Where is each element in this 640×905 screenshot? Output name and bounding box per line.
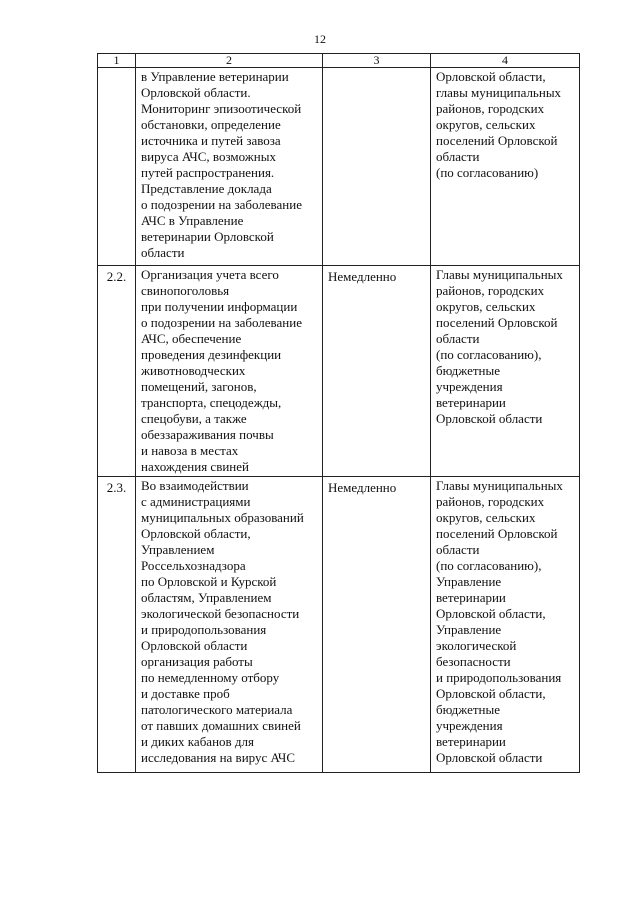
row-number	[98, 68, 136, 266]
deadline-cell: Немедленно	[323, 477, 431, 773]
table-row	[98, 477, 580, 773]
action-cell: Организация учета всего свинопоголовья при получении информации о подозрении на заболевание АЧС, обеспечение проведения дезинфекции животноводческих помещений, загонов, транспорта, спецодежды, спецобуви, а также обеззараживания почвы и навоза в местах нахождения свиней	[136, 266, 323, 477]
page-number: 12	[314, 32, 326, 46]
table-row	[98, 68, 580, 266]
column-header: 2	[136, 54, 323, 68]
responsible-cell: Главы муниципальных районов, городских округов, сельских поселений Орловской области (по согласованию), Управление ветеринарии Орловской области, Управление экологической безопасности и природопользования Орловской области, бюджетные учреждения ветеринарии Орловской области	[431, 477, 580, 773]
table-row	[98, 266, 580, 477]
responsible-cell: Орловской области, главы муниципальных районов, городских округов, сельских поселений Орловской области (по согласованию)	[431, 68, 580, 266]
deadline-cell: Немедленно	[323, 266, 431, 477]
table-header-row	[98, 54, 580, 68]
measures-table	[97, 53, 580, 773]
column-header: 3	[323, 54, 431, 68]
action-cell: Во взаимодействии с администрациями муниципальных образований Орловской области, Управлением Россельхознадзора по Орловской и Курской областям, Управлением экологической безопасности и природопользования Орловской области организация работы по немедленному отбору и доставке проб патологического материала от павших домашних свиней и диких кабанов для исследования на вирус АЧС	[136, 477, 323, 773]
row-number: 2.3.	[98, 477, 136, 773]
action-cell: в Управление ветеринарии Орловской области. Мониторинг эпизоотической обстановки, определение источника и путей завоза вируса АЧС, возможных путей распространения. Представление доклада о подозрении на заболевание АЧС в Управление ветеринарии Орловской области	[136, 68, 323, 266]
responsible-cell: Главы муниципальных районов, городских округов, сельских поселений Орловской области (по согласованию), бюджетные учреждения ветеринарии Орловской области	[431, 266, 580, 477]
column-header: 4	[431, 54, 580, 68]
deadline-cell	[323, 68, 431, 266]
column-header: 1	[98, 54, 136, 68]
row-number: 2.2.	[98, 266, 136, 477]
